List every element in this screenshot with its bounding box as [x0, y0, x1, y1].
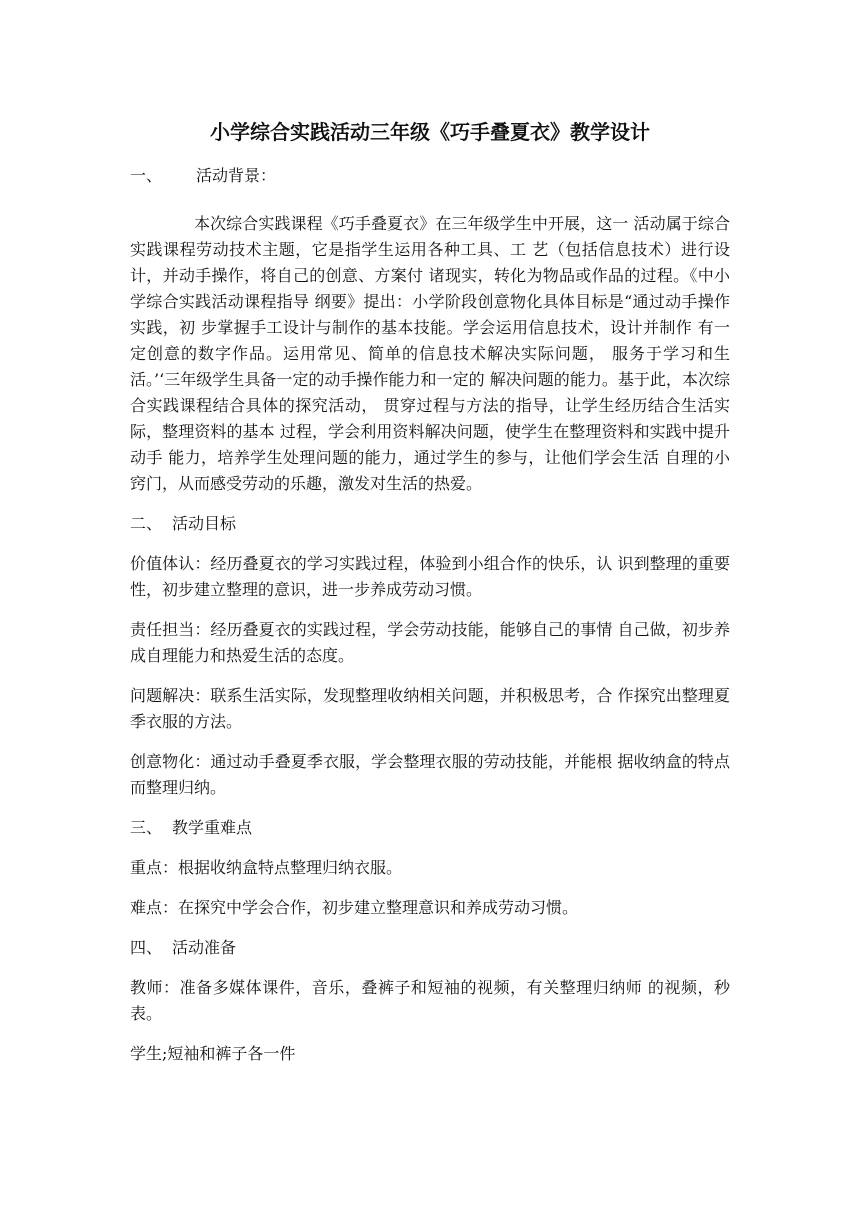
section-title: 活动准备 — [172, 938, 237, 957]
paragraph: 难点：在探究中学会合作，初步建立整理意识和养成劳动习惯。 — [130, 898, 579, 917]
paragraph: 责任担当：经历叠夏衣的实践过程，学会劳动技能，能够自己的事情 自己做，初步养成自理能力和热爱生活的态度。 — [130, 620, 730, 665]
paragraph: 创意物化：通过动手叠夏季衣服，学会整理衣服的劳动技能，并能根 据收纳盒的特点而整理归纳。 — [130, 752, 730, 797]
paragraph: 教师：准备多媒体课件，音乐，叠裤子和短袖的视频，有关整理归纳师 的视频，秒表。 — [130, 978, 730, 1023]
paragraph: 重点：根据收纳盒特点整理归纳衣服。 — [130, 858, 403, 877]
document-body — [130, 163, 730, 1081]
section-heading-preparation — [130, 935, 730, 961]
section-title: 活动背景： — [196, 166, 277, 185]
section-heading-goals — [130, 511, 730, 537]
section-heading-background — [130, 163, 730, 189]
section-title: 活动目标 — [172, 514, 237, 533]
section-number: 四、 — [130, 938, 163, 957]
paragraph: 学生;短袖和裤子各一件 — [130, 1044, 296, 1063]
paragraph: 价值体认：经历叠夏衣的学习实践过程，体验到小组合作的快乐，认 识到整理的重要性，初步建立整理的意识，进一步养成劳动习惯。 — [130, 554, 730, 599]
paragraph: 问题解决：联系生活实际，发现整理收纳相关问题，并积极思考，合 作探究出整理夏季衣服的方法。 — [130, 686, 730, 731]
section-number: 三、 — [130, 818, 163, 837]
section-title: 教学重难点 — [172, 818, 253, 837]
document-title: 小学综合实践活动三年级《巧手叠夏衣》教学设计 — [210, 120, 650, 144]
paragraph: 本次综合实践课程《巧手叠夏衣》在三年级学生中开展，这一 活动属于综合实践课程劳动技术主题，它是指学生运用各种工具、工 艺（包括信息技术）进行设计，并动手操作，将自己的创意、方案付 诸现实，转化为物品或作品的过程。《中小学综合实践活动课程指导 纲要》提出：小学阶段创意物化具体目标是“通过动手操作实践，初 步掌握手工设计与制作的基本技能。学会运用信息技术，设计并制作 有一定创意的数字作品。运用常见、简单的信息技术解决实际问题， 服务于学习和生活。’‘三年级学生具备一定的动手操作能力和一定的 解决问题的能力。基于此，本次综合实践课程结合具体的探究活动， 贯穿过程与方法的指导，让学生经历结合生活实际，整理资料的基本 过程，学会利用资料解决问题，使学生在整理资料和实践中提升动手 能力，培养学生处理问题的能力，通过学生的参与，让他们学会生活 自理的小窍门，从而感受劳动的乐趣，激发对生活的热爱。 — [130, 214, 730, 493]
section-heading-key-points — [130, 815, 730, 841]
section-number: 一、 — [130, 166, 163, 185]
section-number: 二、 — [130, 514, 163, 533]
